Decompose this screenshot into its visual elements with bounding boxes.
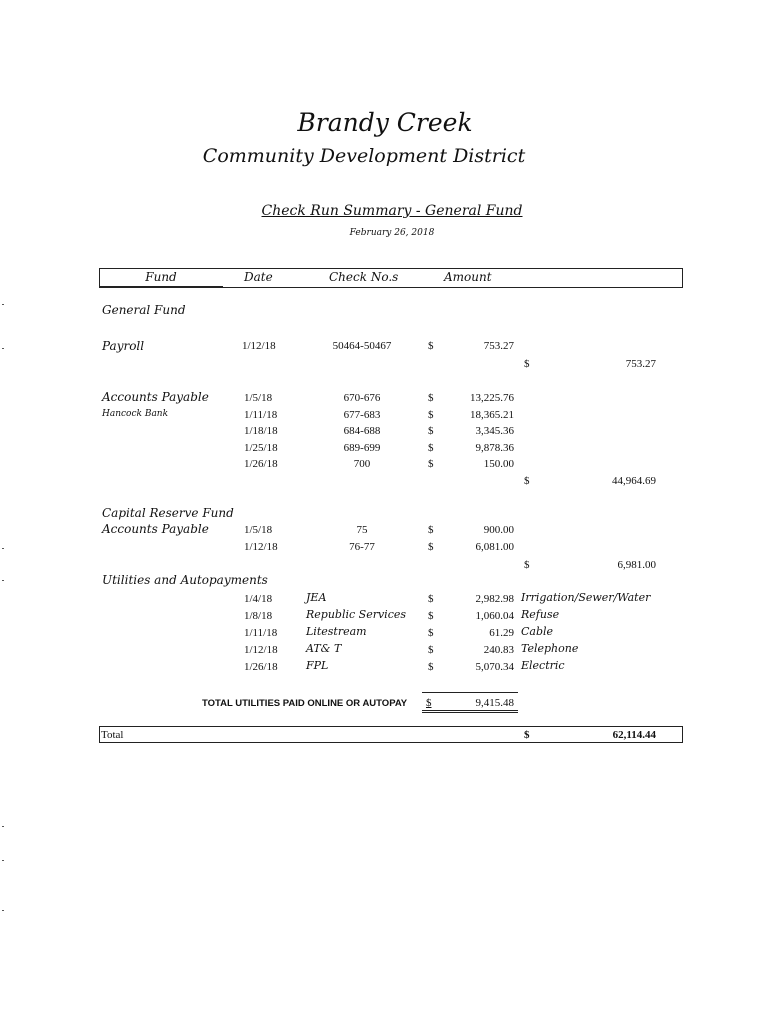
ap-row-check: 677-683 bbox=[343, 409, 381, 421]
payroll-subtotal-currency: $ bbox=[524, 358, 530, 370]
ap-row-check: 700 bbox=[353, 458, 371, 470]
report-title: Check Run Summary - General Fund bbox=[261, 203, 523, 219]
ap-row-amount: 3,345.36 bbox=[475, 425, 514, 437]
utility-row-date: 1/26/18 bbox=[244, 661, 278, 673]
utilities-total-top-rule bbox=[422, 692, 518, 693]
column-header-underline bbox=[99, 286, 223, 287]
utility-row-date: 1/11/18 bbox=[244, 627, 278, 639]
utility-row-date: 1/4/18 bbox=[244, 593, 273, 605]
capital-row-currency: $ bbox=[428, 524, 434, 536]
utilities-total-label: TOTAL UTILITIES PAID ONLINE OR AUTOPAY bbox=[202, 698, 408, 709]
column-header-amount: Amount bbox=[444, 270, 492, 284]
section-general-fund: General Fund bbox=[102, 303, 186, 317]
utility-row-date: 1/8/18 bbox=[244, 610, 273, 622]
capital-subtotal-currency: $ bbox=[524, 559, 530, 571]
scan-mark bbox=[2, 826, 4, 827]
ap-row-amount: 150.00 bbox=[483, 458, 514, 470]
capital-row-amount: 900.00 bbox=[483, 524, 514, 536]
utility-row-description: Refuse bbox=[521, 608, 560, 621]
accounts-payable-label: Accounts Payable bbox=[102, 390, 209, 404]
payroll-currency: $ bbox=[428, 340, 434, 352]
ap-row-currency: $ bbox=[428, 392, 434, 404]
scan-mark bbox=[2, 548, 4, 549]
capital-row-check: 76-77 bbox=[349, 541, 375, 553]
utilities-total-currency: $ bbox=[426, 697, 432, 709]
utility-row-amount: 2,982.98 bbox=[475, 593, 514, 605]
utility-row-date: 1/12/18 bbox=[244, 644, 278, 656]
ap-row-amount: 18,365.21 bbox=[470, 409, 514, 421]
payroll-label: Payroll bbox=[102, 339, 145, 353]
ap-row-date: 1/11/18 bbox=[244, 409, 278, 421]
ap-row-currency: $ bbox=[428, 458, 434, 470]
section-utilities: Utilities and Autopayments bbox=[102, 573, 268, 587]
ap-row-currency: $ bbox=[428, 425, 434, 437]
report-date: February 26, 2018 bbox=[349, 228, 435, 238]
column-header-date: Date bbox=[244, 270, 273, 284]
utility-row-currency: $ bbox=[428, 627, 434, 639]
capital-accounts-payable-label: Accounts Payable bbox=[102, 522, 209, 536]
scan-mark bbox=[2, 348, 4, 349]
ap-row-check: 670-676 bbox=[343, 392, 381, 404]
ap-subtotal: 44,964.69 bbox=[612, 475, 656, 487]
utility-row-amount: 1,060.04 bbox=[475, 610, 514, 622]
utility-row-amount: 240.83 bbox=[483, 644, 514, 656]
utilities-total-double-rule bbox=[422, 712, 518, 713]
utilities-total-bottom-rule bbox=[422, 710, 518, 711]
ap-row-date: 1/26/18 bbox=[244, 458, 278, 470]
utilities-total-amount: 9,415.48 bbox=[475, 697, 514, 709]
ap-row-check: 684-688 bbox=[343, 425, 381, 437]
utility-row-description: Telephone bbox=[521, 642, 579, 655]
payroll-check: 50464-50467 bbox=[332, 340, 392, 352]
ap-row-amount: 13,225.76 bbox=[470, 392, 514, 404]
payroll-amount: 753.27 bbox=[483, 340, 514, 352]
column-header-check-nos: Check No.s bbox=[329, 270, 399, 284]
utility-row-amount: 5,070.34 bbox=[475, 661, 514, 673]
capital-row-date: 1/12/18 bbox=[244, 541, 278, 553]
ap-row-date: 1/5/18 bbox=[244, 392, 273, 404]
capital-row-date: 1/5/18 bbox=[244, 524, 273, 536]
scan-mark bbox=[2, 860, 4, 861]
utility-row-vendor: JEA bbox=[306, 591, 327, 604]
grand-total-label: Total bbox=[101, 729, 124, 741]
utility-row-currency: $ bbox=[428, 593, 434, 605]
utility-row-vendor: FPL bbox=[306, 659, 329, 672]
ap-row-date: 1/18/18 bbox=[244, 425, 278, 437]
utility-row-description: Electric bbox=[521, 659, 565, 672]
grand-total-amount: 62,114.44 bbox=[612, 729, 656, 741]
column-header-fund: Fund bbox=[145, 270, 177, 284]
utility-row-currency: $ bbox=[428, 644, 434, 656]
ap-subtotal-currency: $ bbox=[524, 475, 530, 487]
utility-row-vendor: Republic Services bbox=[306, 608, 407, 621]
capital-row-check: 75 bbox=[356, 524, 368, 536]
ap-row-amount: 9,878.36 bbox=[475, 442, 514, 454]
scan-mark bbox=[2, 910, 4, 911]
capital-subtotal: 6,981.00 bbox=[617, 559, 656, 571]
utility-row-description: Cable bbox=[521, 625, 554, 638]
utility-row-currency: $ bbox=[428, 610, 434, 622]
utility-row-amount: 61.29 bbox=[489, 627, 514, 639]
utility-row-vendor: Litestream bbox=[306, 625, 367, 638]
payroll-date: 1/12/18 bbox=[242, 340, 276, 352]
utility-row-vendor: AT& T bbox=[306, 642, 342, 655]
ap-row-currency: $ bbox=[428, 409, 434, 421]
utility-row-currency: $ bbox=[428, 661, 434, 673]
bank-label: Hancock Bank bbox=[102, 409, 169, 419]
grand-total-currency: $ bbox=[524, 729, 530, 741]
capital-row-amount: 6,081.00 bbox=[475, 541, 514, 553]
ap-row-currency: $ bbox=[428, 442, 434, 454]
district-subtitle: Community Development District bbox=[202, 145, 526, 167]
ap-row-date: 1/25/18 bbox=[244, 442, 278, 454]
section-capital-reserve: Capital Reserve Fund bbox=[102, 506, 234, 520]
capital-row-currency: $ bbox=[428, 541, 434, 553]
scan-mark bbox=[2, 580, 4, 581]
utility-row-description: Irrigation/Sewer/Water bbox=[521, 591, 651, 604]
payroll-subtotal: 753.27 bbox=[625, 358, 656, 370]
district-title: Brandy Creek bbox=[297, 108, 473, 137]
ap-row-check: 689-699 bbox=[343, 442, 381, 454]
scan-mark bbox=[2, 304, 4, 305]
